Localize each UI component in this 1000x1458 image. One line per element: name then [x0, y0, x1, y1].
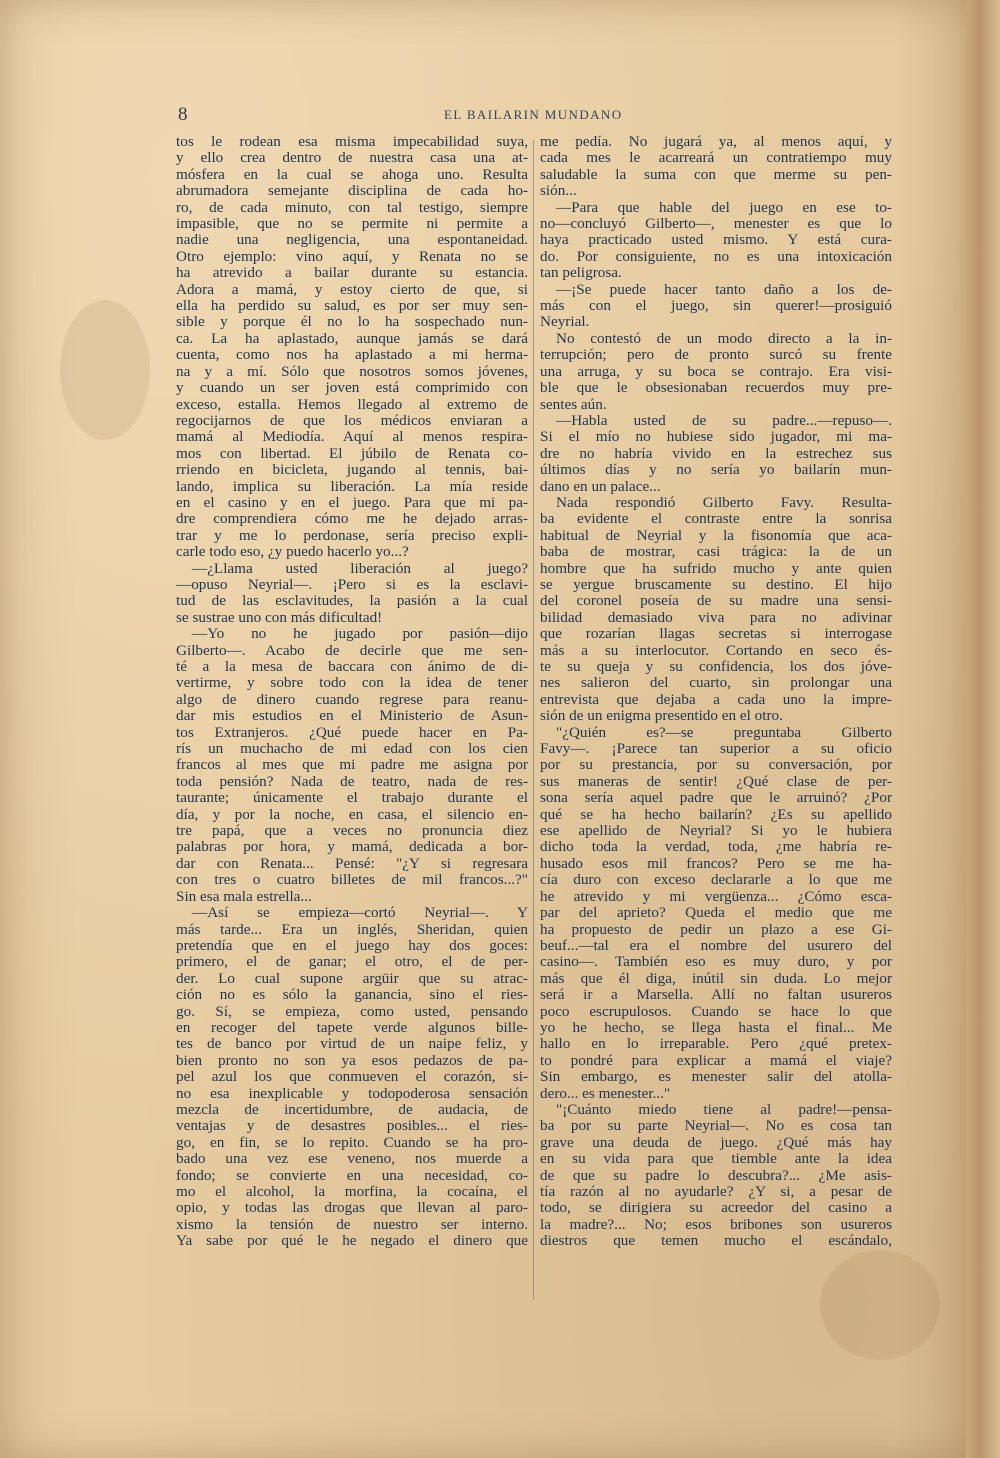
text-line: tud de las esclavitudes, la pasión a la cual [176, 593, 528, 610]
text-line: Adora a mamá, y estoy cierto de que, si [176, 281, 528, 298]
paper-stain [820, 1250, 940, 1360]
text-line: —opuso Neyrial—. ¡Pero si es la esclavi- [176, 576, 528, 593]
text-line: fondo; se convierte en una necesidad, co- [176, 1167, 528, 1184]
text-line: palabras por hora, y mamá, dedicada a bor- [176, 839, 528, 856]
text-line: más con el juego, sin querer!—prosiguió [540, 298, 892, 315]
text-line: poco escrupulosos. Cuando se hace lo que [540, 1003, 892, 1020]
text-line: "¡Cuánto miedo tiene al padre!—pensa- [556, 1101, 892, 1118]
next-page-edge [966, 0, 1000, 1458]
text-line: cuenta, como nos ha aplastado a mi herma- [176, 347, 528, 364]
text-line: rís un muchacho de mi edad con los cien [176, 741, 528, 758]
text-line: dicho toda la verdad, toda, ¿me habría re- [540, 839, 892, 856]
text-line: tre papá, que a veces no pronuncia diez [176, 823, 528, 840]
text-line: xismo la tensión de nuestro ser interno. [176, 1216, 528, 1233]
text-line: mamá al Mediodía. Aquí al menos respira- [176, 429, 528, 446]
text-line: —Para que hable del juego en ese to- [556, 199, 892, 216]
text-line: cía duro con exceso declararle a lo que me [540, 872, 892, 889]
text-line: diestros que temen mucho el escándalo, [540, 1233, 892, 1250]
text-line: ba por su parte Neyrial—. No es cosa tan [540, 1118, 892, 1135]
text-line: no—concluyó Gilberto—, menester es que lo [540, 216, 892, 233]
text-line: más que él diga, inútil sin duda. Lo mejor [540, 970, 892, 987]
text-line: bado una vez ese veneno, nos muerde a [176, 1151, 528, 1168]
text-line: tes de banco por virtud de un naipe feliz, y [176, 1036, 528, 1053]
text-line: abrumadora semejante disciplina de cada ho- [176, 183, 528, 200]
text-line: todo, se dirigiera su acreedor del casino a [540, 1200, 892, 1217]
text-line: por su prestancia, por su conversación, por [540, 757, 892, 774]
text-line: se sustrae uno con más dificultad! [176, 609, 383, 626]
text-line: ción no es sólo la ganancia, sino el ries- [176, 987, 528, 1004]
text-line: habitual de Neyrial y la fisonomía que aca- [540, 527, 892, 544]
text-line: taurante; únicamente el trabajo durante el [176, 790, 528, 807]
text-line: vertirme, y sobre todo con la idea de tener [176, 675, 528, 692]
text-line: y cuando un ser joven está comprimido con [176, 380, 528, 397]
text-line: der. Lo cual supone argüir que su atrac- [176, 970, 528, 987]
text-line: Otro ejemplo: vino aquí, y Renata no se [176, 248, 528, 265]
text-line: casino—. También eso es muy duro, y por [540, 954, 892, 971]
text-line: ca. La ha aplastado, aunque jamás se dará [176, 330, 528, 347]
text-line: mezcla de incertidumbre, de audacia, de [176, 1101, 528, 1118]
text-line: con tres o cuatro billetes de mil francos...?" [176, 872, 528, 889]
text-line: Favy—. ¡Parece tan superior a su oficio [540, 741, 892, 758]
text-line: opio, y todas las drogas que llevan al paro- [176, 1200, 528, 1217]
text-line: yo he hecho, se llega hasta el final... Me [540, 1019, 892, 1036]
text-line: hombre que ha sufrido mucho y ante quien [540, 560, 892, 577]
text-line: pel azul los que conmueven el corazón, si- [176, 1069, 528, 1086]
text-line: tos le rodean esa misma impecabilidad suya, [176, 134, 528, 150]
text-line: terrupción; pero de pronto surcó su frente [540, 347, 892, 364]
text-line: de que su padre lo descubra?... ¿Me asis- [540, 1167, 892, 1184]
text-line: regocijarnos de que los médicos enviaran a [176, 412, 528, 429]
text-line: Sin embargo, es menester salir del atolla- [540, 1069, 892, 1086]
text-line: dano en un palace... [540, 478, 661, 495]
text-line: ha atrevido a bailar durante su estancia. [176, 265, 528, 282]
page-header [178, 104, 930, 130]
text-line: haya practicado usted mismo. Y está cura- [540, 232, 892, 249]
text-line: Nada respondió Gilberto Favy. Resulta- [556, 494, 892, 511]
text-line: he atrevido y mi vergüenza... ¿Cómo esca- [540, 888, 892, 905]
text-line: sión de un enigma presentido en el otro. [540, 708, 783, 725]
text-line: dre no habría vivido en la estrechez sus [540, 445, 892, 462]
text-line: impasible, que no se permite ni permite a [176, 216, 528, 233]
text-line: dero... es menester..." [540, 1085, 671, 1102]
text-line: —¡Se puede hacer tanto daño a los de- [556, 281, 892, 298]
text-line: que rozarían llagas secretas si interrogase [540, 626, 892, 643]
text-line: Neyrial. [540, 314, 590, 331]
text-line: toda pensión? Nada de teatro, nada de res- [176, 773, 528, 790]
text-line: pretendía que en el juego hay dos goces: [176, 937, 528, 954]
text-line: mo el alcohol, la morfina, la cocaína, el [176, 1184, 528, 1200]
text-line: primero, el de ganar; el otro, el de per- [176, 954, 528, 971]
text-line: será ir a Marsella. Allí no faltan usureros [540, 987, 892, 1004]
text-line: ese apellido de Neyrial? Si yo le hubiera [540, 823, 892, 840]
text-line: en su vida para que tiemble ante la idea [540, 1151, 892, 1168]
text-line: Ya sabe por qué le he negado el dinero que [176, 1233, 528, 1250]
text-line: algo de dinero cuando regrese para reanu- [176, 691, 528, 708]
text-line: mósfera en la cual se ahoga uno. Resulta [176, 166, 528, 183]
text-line: Sin esa mala estrella... [176, 888, 312, 905]
text-line: me pedía. No jugará ya, al menos aquí, y [540, 134, 892, 150]
text-line: trar y me lo perdonase, sería preciso expli- [176, 527, 528, 544]
text-line: —Habla usted de su padre...—repuso—. [556, 412, 892, 429]
text-line: grave una deuda de juego. ¿Qué más hay [540, 1134, 892, 1151]
text-line: sión... [540, 183, 577, 200]
text-line: lando, implica su liberación. La mía reside [176, 478, 528, 495]
text-line: del coronel poseía de su madre una sensi- [540, 593, 892, 610]
page-number: 8 [178, 104, 188, 125]
text-line: té a la mesa de baccara con ánimo de di- [176, 659, 528, 675]
text-line: No contestó de un modo directo a la in- [556, 330, 892, 347]
text-line: mos con libertad. El júbilo de Renata co- [176, 445, 528, 462]
text-line: la madre?... No; esos bribones son usureros [540, 1216, 892, 1233]
text-line: tan peligrosa. [540, 265, 622, 282]
text-line: en el casino y en el juego. Para que mi pa- [176, 494, 528, 511]
text-line: no esa inexplicable y todopoderosa sensación [176, 1085, 528, 1102]
text-line: se yergue bruscamente su destino. El hijo [540, 576, 892, 593]
column-divider [533, 140, 534, 1300]
text-line: "¿Quién es?—se preguntaba Gilberto [556, 724, 892, 741]
text-line: nes salieron del cuarto, sin prolongar una [540, 675, 892, 692]
text-line: y ello crea dentro de nuestra casa una at- [176, 150, 528, 167]
text-line: —Yo no he jugado por pasión—dijo [192, 626, 528, 643]
text-line: saludable la suma con que merme su pen- [540, 166, 892, 183]
text-line: ella ha perdido su salud, es por ser muy sen- [176, 298, 528, 315]
right-text-column [540, 134, 892, 1250]
text-line: sona sería aquel padre que le arruinó? ¿Por [540, 790, 892, 807]
text-line: en recoger del tapete verde algunos bille- [176, 1019, 528, 1036]
text-line: ba evidente el contraste entre la sonrisa [540, 511, 892, 528]
text-line: tos Extranjeros. ¿Qué puede hacer en Pa- [176, 724, 528, 741]
text-line: más a su interlocutor. Cortando en seco és- [540, 642, 892, 659]
text-line: hallo en lo irreparable. Pero ¿qué pretex- [540, 1036, 892, 1053]
text-line: tía razón al no ayudarle? ¿Y si, a pesar de [540, 1184, 892, 1200]
text-line: bien pronto no son ya esos pedazos de pa- [176, 1052, 528, 1069]
text-line: go. Sí, se empieza, como usted, pensando [176, 1003, 528, 1020]
text-line: to pondré para explicar a mamá el viaje? [540, 1052, 892, 1069]
paper-stain [60, 300, 150, 440]
text-line: carle todo eso, ¿y puedo hacerlo yo...? [176, 544, 409, 561]
text-line: ha propuesto de pedir un plazo a ese Gi- [540, 921, 892, 938]
text-line: día, y por la noche, en casa, el silencio en- [176, 806, 528, 823]
text-line: ventajas y de desastres posibles... el ries- [176, 1118, 528, 1135]
text-line: do. Por consiguiente, no es una intoxicación [540, 248, 892, 265]
text-line: na y a mí. Sólo que nosotros somos jóvenes, [176, 363, 528, 380]
text-line: Si el mío no hubiese sido jugador, mi ma- [540, 429, 892, 446]
text-line: ble que le obsesionaban recuerdos muy pre- [540, 380, 892, 397]
text-line: sible y porque él no lo ha sospechado nun- [176, 314, 528, 331]
text-line: nadie una negligencia, una espontaneidad. [176, 232, 528, 249]
text-line: te su queja y su confidencia, los dos jóve- [540, 659, 892, 675]
left-text-column [176, 134, 528, 1250]
text-line: últimos días y no sería yo bailarín mun- [540, 462, 892, 479]
text-line: entrevista que dejaba a cada uno la impre- [540, 691, 892, 708]
text-line: baba de mostrar, casi trágica: la de un [540, 544, 892, 561]
text-line: dre comprendiera cómo me he dejado arras- [176, 511, 528, 528]
text-line: exceso, estalla. Hemos llegado al extremo de [176, 396, 528, 413]
text-line: go, en fin, se lo repito. Cuando se ha pro- [176, 1134, 528, 1151]
text-line: más tarde... Era un inglés, Sheridan, quien [176, 921, 528, 938]
text-line: qué se ha hecho bailarín? ¿Es su apellido [540, 806, 892, 823]
text-line: dar con Renata... Pensé: "¿Y si regresara [176, 855, 528, 872]
text-line: —¿Llama usted liberación al juego? [192, 560, 528, 577]
text-line: rriendo en bicicleta, jugando al tennis, bai- [176, 462, 528, 479]
running-title: EL BAILARIN MUNDANO [444, 107, 623, 122]
text-line: husado esos mil francos? Pero se me ha- [540, 855, 892, 872]
text-line: Gilberto—. Acabo de decirle que me sen- [176, 642, 528, 659]
text-line: cada mes le acarreará un contratiempo muy [540, 150, 892, 167]
text-line: —Así se empieza—cortó Neyrial—. Y [192, 905, 528, 922]
text-line: sus maneras de sentir! ¿Qué clase de per- [540, 773, 892, 790]
text-line: ro, de cada minuto, con tal testigo, siempre [176, 199, 528, 216]
text-line: francos al mes que mi padre me asigna por [176, 757, 528, 774]
text-line: dar mis estudios en el Ministerio de Asun- [176, 708, 528, 725]
text-line: bilidad demasiado viva para no adivinar [540, 609, 892, 626]
text-line: par del aprieto? Queda el medio que me [540, 905, 892, 922]
text-line: sentes aún. [540, 396, 607, 413]
text-line: una arruga, y su boca se contrajo. Era visi- [540, 363, 892, 380]
text-line: beuf...—tal era el nombre del usurero del [540, 937, 892, 954]
